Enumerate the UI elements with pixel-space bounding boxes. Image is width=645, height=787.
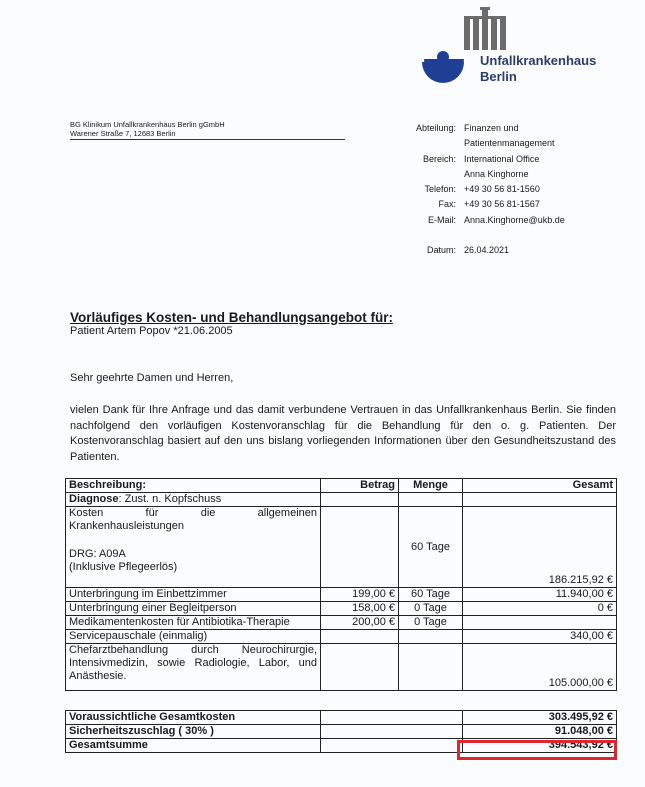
sender-line: BG Klinikum Unfallkrankenhaus Berlin gGmbH bbox=[70, 120, 225, 129]
summary-value: 303.495,92 € bbox=[463, 711, 617, 725]
table-row bbox=[66, 630, 617, 644]
summary-row bbox=[66, 725, 617, 739]
row-betrag bbox=[321, 630, 399, 644]
contact-label: Fax: bbox=[438, 199, 456, 210]
contact-row bbox=[395, 121, 634, 136]
contact-label: Telefon: bbox=[424, 184, 456, 195]
contact-row bbox=[395, 213, 634, 228]
contact-value: International Office bbox=[464, 153, 540, 164]
row-desc: Medikamentenkosten für Antibiotika-Therapie bbox=[66, 616, 321, 630]
empty-cell bbox=[321, 739, 463, 753]
general-gesamt: 186.215,92 € bbox=[463, 507, 617, 588]
drg-note: (Inklusive Pflegeerlös) bbox=[69, 561, 178, 573]
contact-block bbox=[395, 121, 634, 258]
table-row bbox=[66, 616, 617, 630]
row-betrag: 199,00 € bbox=[321, 588, 399, 602]
general-menge: 60 Tage bbox=[399, 507, 463, 588]
row-gesamt: 0 € bbox=[463, 602, 617, 616]
intro-paragraph: vielen Dank für Ihre Anfrage und das damit verbundene Vertrauen in das Unfallkrankenhaus Berlin. Sie finden nachfolgend den vorläufigen Kostenvoranschlag für die Behandlung für den o. g. Patienten. Der Kostenvoranschlag basiert auf den uns bislang vorliegenden Informationen über den Gesundheitszustand des Patienten. bbox=[70, 404, 616, 463]
row-betrag: 158,00 € bbox=[321, 602, 399, 616]
empty-cell bbox=[321, 725, 463, 739]
header-description: Beschreibung: bbox=[66, 479, 321, 493]
row-menge bbox=[399, 630, 463, 644]
salutation: Sehr geehrte Damen und Herren, bbox=[70, 372, 234, 384]
sender-line: Warener Straße 7, 12683 Berlin bbox=[70, 129, 176, 138]
empty-cell bbox=[463, 493, 617, 507]
logo-mark-icon bbox=[420, 5, 620, 95]
total-highlight-box bbox=[457, 740, 617, 760]
contact-value: Anna Kinghorne bbox=[464, 168, 529, 179]
contact-label bbox=[395, 136, 464, 151]
summary-value: 91.048,00 € bbox=[463, 725, 617, 739]
email-link[interactable]: Anna.Kinghorne@ukb.de bbox=[464, 214, 565, 225]
chefarzt-desc: Chefarztbehandlung durch Neurochirurgie, Intensivmedizin, sowie Radiologie, Labor, und Anästhesie. bbox=[66, 644, 321, 691]
diagnosis-row bbox=[66, 493, 617, 507]
contact-row bbox=[395, 136, 634, 151]
cost-table bbox=[65, 478, 617, 691]
drg-code: DRG: A09A bbox=[69, 548, 126, 560]
contact-label bbox=[395, 167, 464, 182]
date-value: 26.04.2021 bbox=[464, 245, 510, 256]
summary-label: Sicherheitszuschlag ( 30% ) bbox=[66, 725, 321, 739]
offer-heading: Vorläufiges Kosten- und Behandlungsangebot für: bbox=[70, 310, 393, 325]
empty-cell bbox=[321, 507, 399, 588]
total-value: 394.543,92 € bbox=[463, 739, 617, 753]
summary-row bbox=[66, 711, 617, 725]
contact-label: Bereich: bbox=[422, 153, 456, 164]
table-row bbox=[66, 588, 617, 602]
contact-label: Abteilung: bbox=[415, 123, 456, 133]
summary-label: Voraussichtliche Gesamtkosten bbox=[66, 711, 321, 725]
row-desc: Unterbringung im Einbettzimmer bbox=[66, 588, 321, 602]
contact-row bbox=[395, 152, 634, 167]
general-services-desc: Kosten für die allgemeinen Krankenhausleistungen bbox=[69, 507, 317, 532]
summary-label: Gesamtsumme bbox=[66, 739, 321, 753]
empty-cell bbox=[321, 711, 463, 725]
table-row bbox=[66, 644, 617, 691]
contact-label: E-Mail: bbox=[427, 214, 456, 225]
diagnosis-cell bbox=[66, 493, 321, 507]
diagnosis-label: Diagnose bbox=[69, 493, 119, 505]
contact-value: Patientenmanagement bbox=[464, 138, 555, 149]
sender-address bbox=[70, 120, 345, 140]
empty-cell bbox=[321, 644, 399, 691]
header-menge: Menge bbox=[399, 479, 463, 493]
row-gesamt: 340,00 € bbox=[463, 630, 617, 644]
row-desc: Servicepauschale (einmalig) bbox=[66, 630, 321, 644]
empty-cell bbox=[399, 493, 463, 507]
contact-value: +49 30 56 81-1560 bbox=[464, 184, 540, 195]
empty-cell bbox=[399, 644, 463, 691]
row-gesamt: 11.940,00 € bbox=[463, 588, 617, 602]
diagnosis-value: : Zust. n. Kopfschuss bbox=[118, 493, 222, 505]
chefarzt-gesamt: 105.000,00 € bbox=[463, 644, 617, 691]
table-header-row bbox=[66, 479, 617, 493]
row-betrag: 200,00 € bbox=[321, 616, 399, 630]
table-row bbox=[66, 602, 617, 616]
contact-row bbox=[395, 167, 634, 182]
hospital-logo bbox=[420, 5, 620, 95]
contact-row bbox=[395, 197, 634, 212]
logo-text-line1: Unfallkrankenhaus bbox=[480, 53, 597, 68]
row-desc: Unterbringung einer Begleitperson bbox=[66, 602, 321, 616]
general-services-cell bbox=[66, 507, 321, 588]
empty-cell bbox=[321, 493, 399, 507]
table-row bbox=[66, 507, 617, 588]
row-menge: 0 Tage bbox=[399, 616, 463, 630]
contact-row bbox=[395, 182, 634, 197]
row-menge: 0 Tage bbox=[399, 602, 463, 616]
header-gesamt: Gesamt bbox=[463, 479, 617, 493]
row-menge: 60 Tage bbox=[399, 588, 463, 602]
header-betrag: Betrag bbox=[321, 479, 399, 493]
patient-info: Patient Artem Popov *21.06.2005 bbox=[70, 325, 233, 337]
row-gesamt bbox=[463, 616, 617, 630]
logo-text-line2: Berlin bbox=[480, 69, 517, 84]
date-row bbox=[395, 243, 634, 258]
contact-value: Finanzen und bbox=[464, 123, 519, 133]
date-label: Datum: bbox=[426, 245, 456, 256]
contact-value: +49 30 56 81-1567 bbox=[464, 199, 540, 210]
